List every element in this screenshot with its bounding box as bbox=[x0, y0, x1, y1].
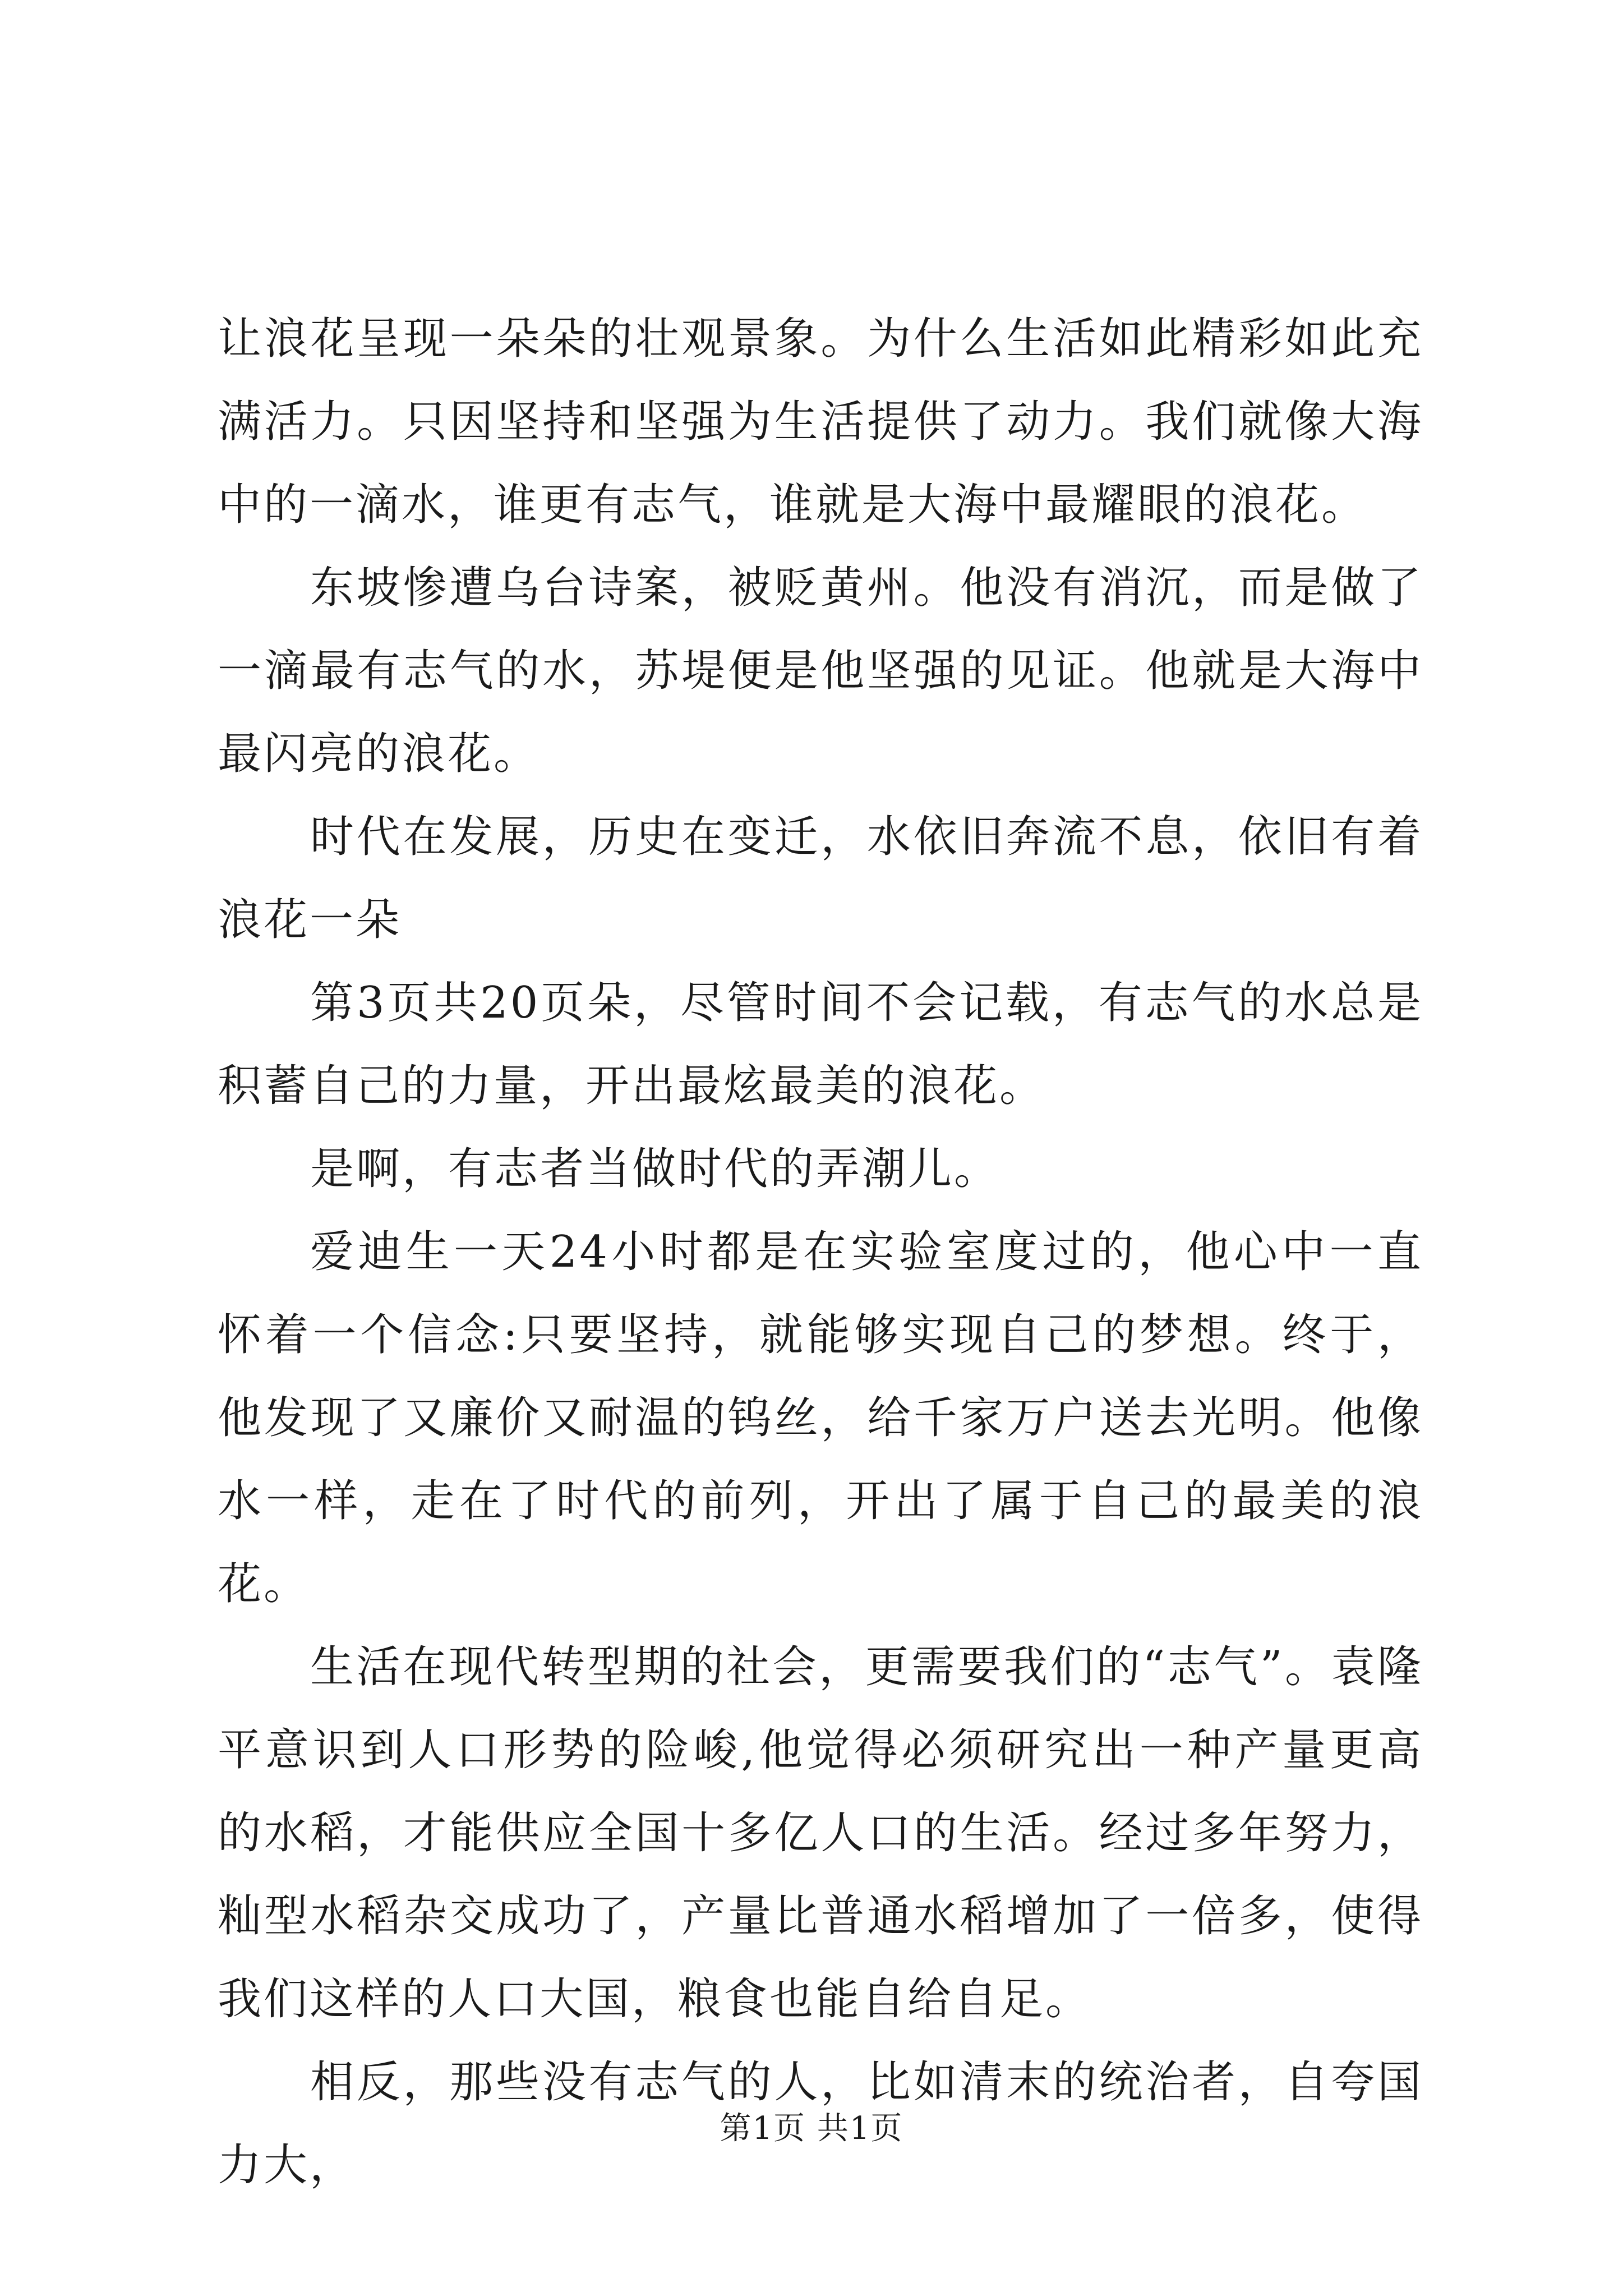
paragraph: 生活在现代转型期的社会，更需要我们的“志气”。袁隆平意识到人口形势的险峻,他觉得必须研究出一种产量更高的水稻，才能供应全国十多亿人口的生活。经过多年努力，籼型水稻杂交成功了，产量比普通水稻增加了一倍多，使得我们这样的人口大国，粮食也能自给自足。 bbox=[218, 1642, 1423, 2024]
paragraph: 东坡惨遭乌台诗案，被贬黄州。他没有消沉，而是做了一滴最有志气的水，苏堤便是他坚强的见证。他就是大海中最闪亮的浪花。 bbox=[218, 563, 1423, 779]
paragraph: 让浪花呈现一朵朵的壮观景象。为什么生活如此精彩如此充满活力。只因坚持和坚强为生活提供了动力。我们就像大海中的一滴水，谁更有志气，谁就是大海中最耀眼的浪花。 bbox=[218, 314, 1423, 530]
paragraph: 时代在发展，历史在变迁，水依旧奔流不息，依旧有着浪花一朵 bbox=[218, 812, 1423, 945]
paragraph: 第3页共20页朵，尽管时间不会记载，有志气的水总是积蓄自己的力量，开出最炫最美的浪花。 bbox=[218, 978, 1423, 1111]
paragraph: 是啊，有志者当做时代的弄潮儿。 bbox=[310, 1144, 1000, 1194]
page-number-footer: 第1页 共1页 bbox=[720, 2110, 903, 2147]
document-body bbox=[218, 297, 1423, 2207]
paragraph: 相反，那些没有志气的人，比如清末的统治者，自夸国力大， bbox=[218, 2057, 1423, 2191]
paragraph: 爱迪生一天24小时都是在实验室度过的，他心中一直怀着一个信念:只要坚持，就能够实现自己的梦想。终于，他发现了又廉价又耐温的钨丝，给千家万户送去光明。他像水一样，走在了时代的前列，开出了属于自己的最美的浪花。 bbox=[218, 1227, 1423, 1609]
